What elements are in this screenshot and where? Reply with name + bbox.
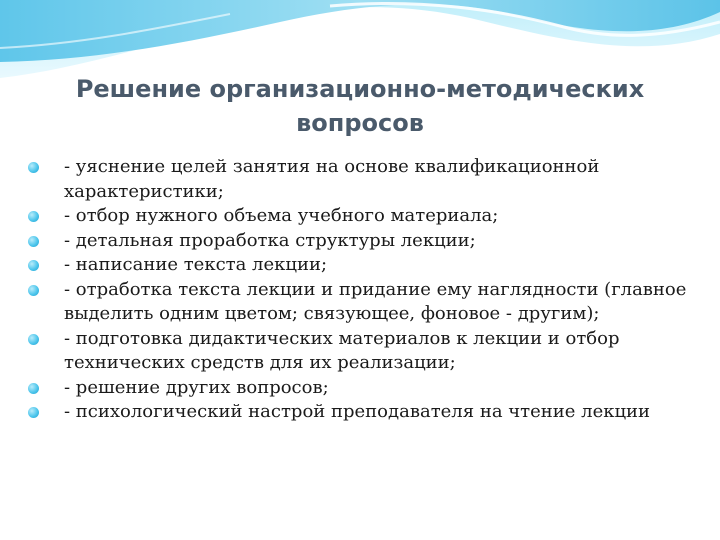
bullet-text: - детальная проработка структуры лекции; [64,229,476,251]
bullet-item [28,253,698,278]
circle-bullet-icon [28,260,39,271]
bullet-list [28,155,698,425]
bullet-text: - уяснение целей занятия на основе квалификационной характеристики; [64,156,600,202]
bullet-item [28,278,698,327]
bullet-item [28,204,698,229]
bullet-text: - подготовка дидактических материалов к лекции и отбор технических средств для их реализации; [64,327,620,373]
circle-bullet-icon [28,285,39,296]
circle-bullet-icon [28,211,39,222]
bullet-item [28,229,698,254]
bullet-text: - отбор нужного объема учебного материала; [64,205,499,226]
slide-title-line1: Решение организационно-методических [75,75,645,103]
bullet-item [28,400,698,425]
bullet-text: - психологический настрой преподавателя на чтение лекции [64,401,651,422]
slide-title-line2: вопросов [296,109,424,137]
bullet-text: - написание текста лекции; [64,254,328,275]
circle-bullet-icon [28,383,39,394]
circle-bullet-icon [28,236,39,247]
bullet-item [28,155,698,204]
circle-bullet-icon [28,162,39,173]
bullet-item [28,327,698,376]
bullet-item [28,376,698,401]
circle-bullet-icon [28,407,39,418]
circle-bullet-icon [28,334,39,345]
bullet-text: - отработка текста лекции и придание ему наглядности (главное выделить одним цветом; связующее, фоновое - другим); [64,278,687,324]
slide-title [60,72,660,140]
bullet-text: - решение других вопросов; [64,376,329,398]
